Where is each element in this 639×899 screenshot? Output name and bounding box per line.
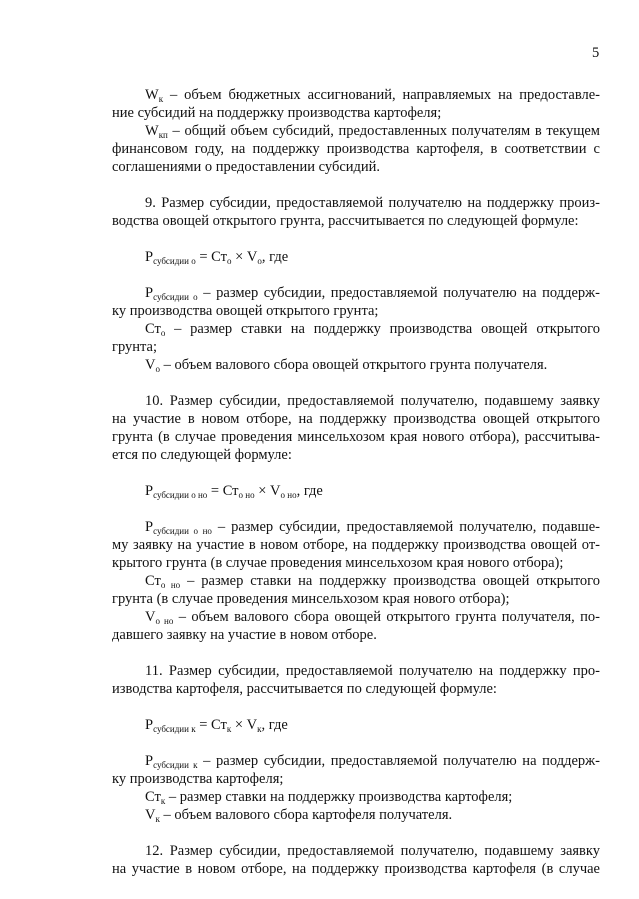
text-line: $W_{кп}$ – общий объем субсидий, предоставленных получателям в текущем [145,123,600,140]
text-line: $W_к$ – объем бюджетных ассигнований, направляемых на предоставле- [145,87,600,104]
text-line: на участие в новом отборе, на поддержку производства овощей открытого [112,411,600,427]
text-line: соглашениями о предоставлении субсидий. [112,159,381,175]
text-line: $P_{субсидии к}$ – размер субсидии, предоставляемой получателю на поддерж- [145,753,600,770]
text-line: ку производства картофеля; [112,771,284,787]
page-number: 5 [592,45,600,61]
text-line: $V_о$ – объем валового сбора овощей открытого грунта получателя. [145,357,548,374]
text-line: ние субсидий на поддержку производства картофеля; [112,105,442,121]
text-line: $P_{субсидии о}$ – размер субсидии, предоставляемой получателю на поддерж- [145,285,600,302]
text-line: $Ст_о$ – размер ставки на поддержку производства овощей открытого [145,321,600,338]
formula: $P_{субсидии о} = Ст_о \times V_о$, где [145,249,289,266]
text-line: $V_{о но}$ – объем валового сбора овощей открытого грунта получателя, по- [145,609,600,626]
text-line: изводства картофеля, рассчитывается по следующей формуле: [112,681,497,697]
text-line: грунта (в случае проведения минсельхозом края нового отбора), рассчитыва- [112,429,600,445]
text-line: на участие в новом отборе, на поддержку производства картофеля (в случае [112,861,600,877]
text-line: $Ст_{о но}$ – размер ставки на поддержку производства овощей открытого [145,573,600,590]
text-line: водства овощей открытого грунта, рассчитывается по следующей формуле: [112,213,579,229]
text-line: ется по следующей формуле: [112,447,292,463]
text-line: $V_к$ – объем валового сбора картофеля получателя. [145,807,453,824]
text-line: давшего заявку на участие в новом отборе. [112,627,377,643]
text-line: 11. Размер субсидии, предоставляемой получателю на поддержку про- [145,663,600,679]
text-line: крытого грунта (в случае проведения минсельхозом края нового отбора); [112,555,564,571]
text-line: ку производства овощей открытого грунта; [112,303,379,319]
text-line: $P_{субсидии о но}$ – размер субсидии, предоставляемой получателю, подавше- [145,519,600,536]
text-line: финансовом году, на поддержку производства картофеля, в соответствии с [112,141,600,157]
text-line: грунта (в случае проведения минсельхозом края нового отбора); [112,591,510,607]
text-line: 10. Размер субсидии, предоставляемой получателю, подавшему заявку [145,393,600,409]
text-line: му заявку на участие в новом отборе, на поддержку производства овощей от- [112,537,600,553]
text-line: $Ст_к$ – размер ставки на поддержку производства картофеля; [145,789,513,806]
text-line: 12. Размер субсидии, предоставляемой получателю, подавшему заявку [145,843,600,859]
text-line: 9. Размер субсидии, предоставляемой получателю на поддержку произ- [145,195,600,211]
formula: $P_{субсидии о но} = Ст_{о но} \times V_{о но}$, где [145,483,323,500]
formula: $P_{субсидии к} = Ст_к \times V_к$, где [145,717,288,734]
text-line: грунта; [112,339,157,355]
